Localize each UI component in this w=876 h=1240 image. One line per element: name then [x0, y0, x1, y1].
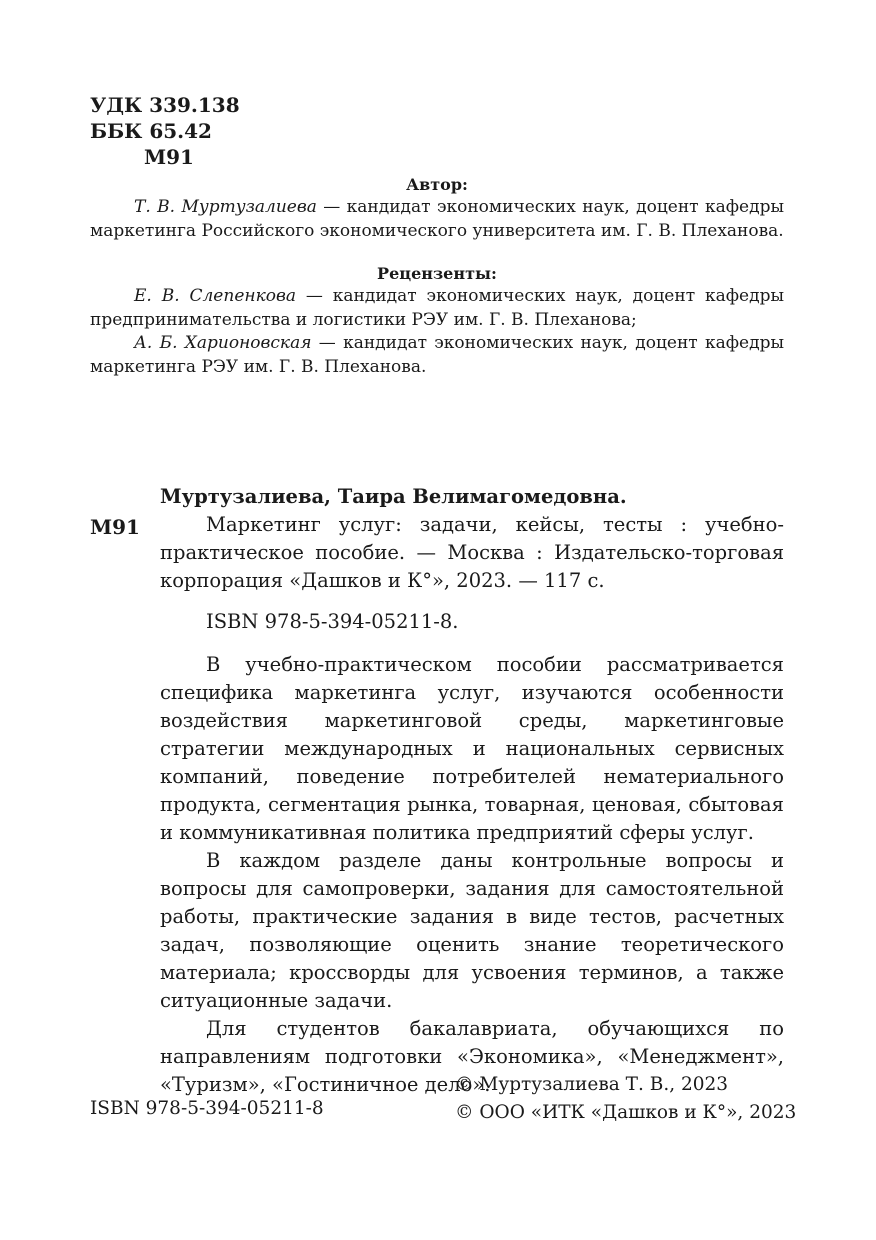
author-description: — кандидат экономических наук, доцент кафедры маркетинга Российского экономического университета им. Г. В. Плеханова. — [90, 197, 784, 241]
copyright-block — [455, 1071, 796, 1127]
reviewer-description: — кандидат экономических наук, доцент кафедры маркетинга РЭУ им. Г. В. Плеханова. — [90, 333, 784, 377]
biblio-author-mark: М91 — [90, 515, 140, 539]
annotation — [160, 651, 784, 1099]
author-section — [90, 173, 784, 243]
reviewer-entry — [90, 332, 784, 379]
author-name: Т. В. Муртузалиева — [134, 197, 317, 217]
copyright-line: © Муртузалиева Т. В., 2023 — [455, 1074, 729, 1095]
reviewer-description: — кандидат экономических наук, доцент кафедры предпринимательства и логистики РЭУ им. Г. В. Плеханова; — [90, 286, 784, 330]
annotation-paragraph: В учебно-практическом пособии рассматривается специфика маркетинга услуг, изучаются особенности воздействия маркетинговой среды, маркетинговые стратегии международных и национальных сервисных компаний, поведение потребителей нематериального продукта, сегментация рынка, товарная, ценовая, сбытовая и коммуникативная политика предприятий сферы услуг. — [160, 653, 784, 844]
bibliographic-record — [90, 483, 784, 1099]
reviewers-section — [90, 262, 784, 379]
classification-codes — [90, 92, 240, 170]
annotation-paragraph: Для студентов бакалавриата, обучающихся по направлениям подготовки «Экономика», «Менеджмент», «Туризм», «Гостиничное дело». — [160, 1017, 784, 1096]
reviewer-name: А. Б. Харионовская — [134, 333, 312, 353]
bbk-code: ББК 65.42 — [90, 119, 212, 143]
author-entry — [90, 196, 784, 243]
biblio-description: Маркетинг услуг: задачи, кейсы, тесты : учебно-практическое пособие. — Москва : Издательско-торговая корпорация «Дашков и К°», 2023. — 117 с. — [160, 513, 784, 592]
biblio-author: Муртузалиева, Таира Велимагомедовна. — [160, 485, 627, 508]
biblio-isbn: ISBN 978-5-394-05211-8. — [206, 610, 459, 633]
annotation-paragraph: В каждом разделе даны контрольные вопросы и вопросы для самопроверки, задания для самостоятельной работы, практические задания в виде тестов, расчетных задач, позволяющие оценить знание теоретического материала; кроссворды для усвоения терминов, а также ситуационные задачи. — [160, 849, 784, 1012]
reviewer-entry — [90, 285, 784, 332]
udk-code: УДК 339.138 — [90, 93, 240, 117]
reviewer-name: Е. В. Слепенкова — [134, 286, 296, 306]
author-heading: Автор: — [406, 175, 468, 194]
copyright-line: © ООО «ИТК «Дашков и К°», 2023 — [455, 1102, 797, 1123]
footer-isbn: ISBN 978-5-394-05211-8 — [90, 1098, 324, 1119]
author-mark: М91 — [144, 145, 194, 169]
reviewers-heading: Рецензенты: — [377, 264, 497, 283]
